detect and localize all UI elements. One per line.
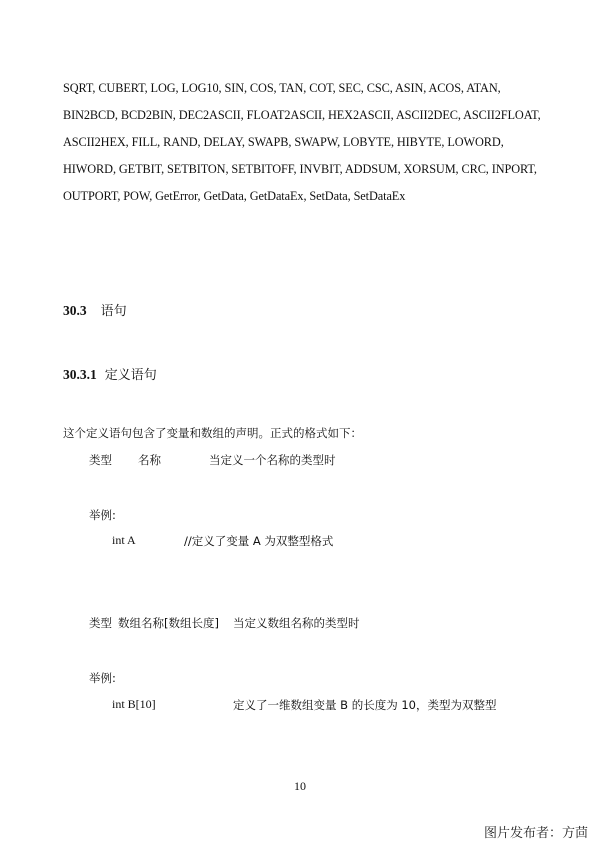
section-title: 语句 xyxy=(100,304,127,319)
format-2-desc: 当定义数组名称的类型时 xyxy=(233,616,360,630)
publisher-watermark: 图片发布者：方茴 xyxy=(483,826,588,841)
subsection-title: 定义语句 xyxy=(104,368,157,383)
function-line-1: SQRT, CUBERT, LOG, LOG10, SIN, COS, TAN, COT, SEC, CSC, ASIN, ACOS, ATAN, xyxy=(63,81,501,95)
subsection-heading xyxy=(63,364,157,383)
function-line-4: HIWORD, GETBIT, SETBITON, SETBITOFF, INVBIT, ADDSUM, XORSUM, CRC, INPORT, xyxy=(63,162,537,176)
example-2-label: 举例: xyxy=(89,671,116,685)
page-number: 10 xyxy=(294,779,306,793)
function-line-3: ASCII2HEX, FILL, RAND, DELAY, SWAPB, SWAPW, LOBYTE, HIBYTE, LOWORD, xyxy=(63,135,504,149)
example-1-comment: //定义了变量 A 为双整型格式 xyxy=(184,534,334,548)
example-1-label: 举例: xyxy=(89,508,116,522)
function-line-5: OUTPORT, POW, GetError, GetData, GetDataEx, SetData, SetDataEx xyxy=(63,189,406,203)
example-2-code: int B[10] xyxy=(112,697,156,711)
format-1-name: 名称 xyxy=(138,453,161,467)
intro-paragraph: 这个定义语句包含了变量和数组的声明。正式的格式如下： xyxy=(63,426,362,440)
format-1-desc: 当定义一个名称的类型时 xyxy=(209,453,336,467)
format-2-array: 数组名称[数组长度] xyxy=(118,616,219,630)
section-heading xyxy=(63,300,127,319)
format-2-type: 类型 xyxy=(89,616,112,630)
subsection-number: 30.3.1 xyxy=(63,367,97,382)
function-line-2: BIN2BCD, BCD2BIN, DEC2ASCII, FLOAT2ASCII, HEX2ASCII, ASCII2DEC, ASCII2FLOAT, xyxy=(63,108,541,122)
section-number: 30.3 xyxy=(63,303,87,318)
format-1-type: 类型 xyxy=(89,453,112,467)
example-1-code: int A xyxy=(112,533,136,547)
example-2-comment: 定义了一维数组变量 B 的长度为 10，类型为双整型 xyxy=(233,698,497,712)
